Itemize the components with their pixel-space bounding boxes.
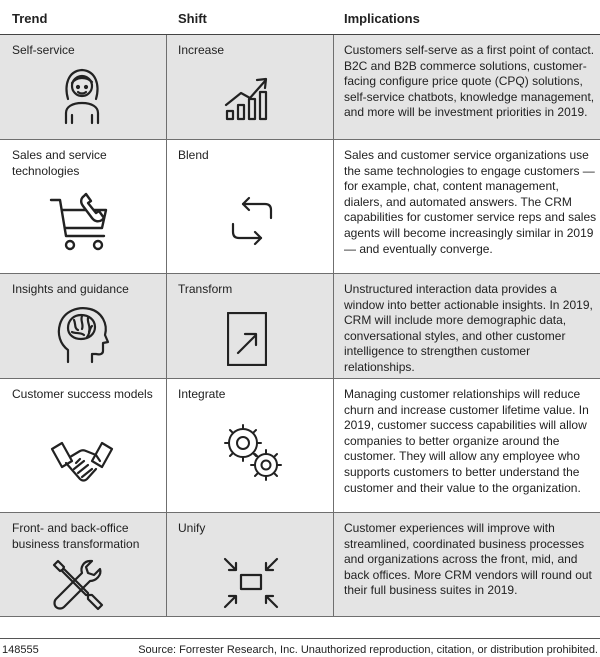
table-row — [0, 513, 600, 616]
converge-arrows-icon — [223, 557, 279, 609]
trend-label: Sales and service technologies — [12, 148, 107, 178]
wrench-screwdriver-icon — [52, 559, 104, 611]
footer-divider — [0, 638, 600, 639]
shift-label: Blend — [178, 148, 209, 162]
cart-phone-icon — [48, 192, 116, 252]
table-row — [0, 35, 600, 139]
shift-label: Transform — [178, 282, 233, 296]
table-header — [0, 0, 600, 35]
column-divider — [166, 35, 167, 617]
column-divider — [333, 35, 334, 617]
implications-text: Unstructured interaction data provides a window into better actionable insights. In 2019, CRM will include more demographic data, conversational styles, and other customer intelligence to strengthen customer relationships. — [344, 282, 593, 374]
table-row — [0, 274, 600, 378]
person-icon — [60, 65, 104, 125]
header-trend: Trend — [12, 11, 48, 26]
shift-label: Increase — [178, 43, 225, 57]
implications-text: Customer experiences will improve with streamlined, coordinated business processes and organizations across the front, mid, and back offices. More CRM vendors will round out their full business suites in 2019. — [344, 521, 592, 598]
handshake-icon — [50, 439, 114, 487]
trend-label: Front- and back-office business transformation — [12, 521, 140, 551]
brain-head-icon — [54, 304, 110, 366]
figure-id: 148555 — [2, 644, 39, 656]
header-shift: Shift — [178, 11, 207, 26]
implications-text: Managing customer relationships will reduce churn and increase customer lifetime value. In 2019, customer success capabilities will allow companies to better organize around the customer. They will allow any employee who supports customers to better understand the customer and their value to the organization. — [344, 387, 589, 495]
shift-label: Unify — [178, 521, 206, 535]
arrow-box-icon — [227, 312, 267, 366]
table-row — [0, 379, 600, 512]
gears-icon — [221, 419, 285, 483]
implications-text: Sales and customer service organizations use the same technologies to engage customers — for example, chat, content management, dialers, and automated answers. The CRM capabilities for customer service reps and sales agents will become increasingly similar in 2019 — and eventually converge. — [344, 148, 597, 256]
sync-arrows-icon — [229, 196, 275, 246]
growth-chart-icon — [223, 67, 277, 121]
trend-label: Customer success models — [12, 387, 153, 401]
footer — [0, 614, 600, 657]
implications-text: Customers self-serve as a first point of contact. B2C and B2B commerce solutions, customer-facing configure price quote (CPQ) solutions, self-service chatbots, knowledge management, and more will be investment priorities in 2019. — [344, 43, 595, 120]
shift-label: Integrate — [178, 387, 226, 401]
trend-label: Insights and guidance — [12, 282, 129, 296]
trend-label: Self-service — [12, 43, 75, 57]
header-implications: Implications — [344, 11, 420, 26]
source-note: Source: Forrester Research, Inc. Unauthorized reproduction, citation, or distribution prohibited. — [138, 644, 598, 656]
table-row — [0, 140, 600, 273]
